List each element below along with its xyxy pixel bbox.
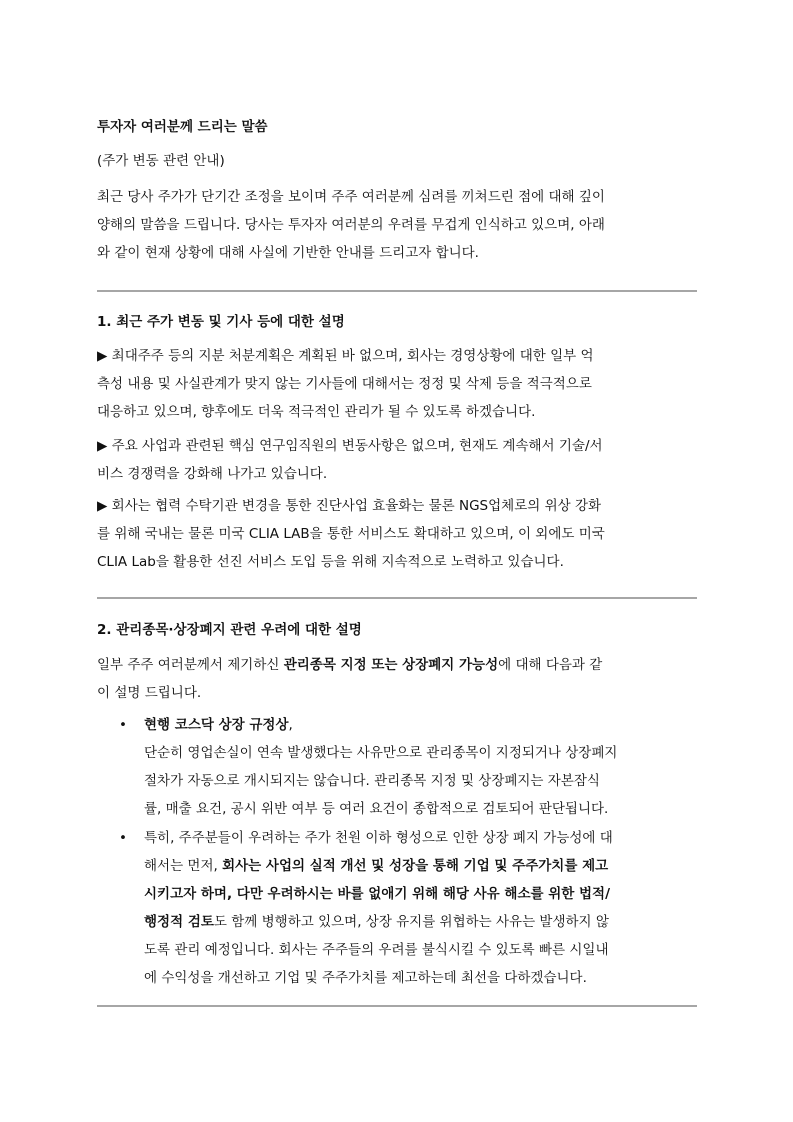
text-run: 에 대해 다음과 같: [498, 657, 603, 673]
intro-paragraph: [97, 183, 697, 267]
text-run: 일부 주주 여러분께서 제기하신: [97, 657, 284, 673]
intro-line: 양해의 말씀을 드립니다. 당사는 투자자 여러분의 우려를 무겁게 인식하고 있으며, 아래: [97, 217, 605, 233]
emphasis-text: 관리종목 지정 또는 상장폐지 가능성: [283, 657, 499, 673]
divider: [97, 1005, 697, 1007]
paragraph-line: 비스 경쟁력을 강화해 나가고 있습니다.: [97, 466, 328, 482]
section1-heading: 1. 최근 주가 변동 및 기사 등에 대한 설명: [97, 314, 345, 330]
emphasis-text: 행정적 검토: [144, 914, 214, 930]
paragraph-line: [144, 852, 697, 880]
paragraph-line: ▶ 회사는 협력 수탁기관 변경을 통한 진단사업 효율화는 물론 NGS업체로의 위상 강화: [97, 498, 602, 514]
divider: [97, 290, 697, 292]
section2-heading: 2. 관리종목·상장폐지 관련 우려에 대한 설명: [97, 622, 362, 638]
bullet-item: [144, 711, 697, 823]
emphasis-text: 회사는 사업의 실적 개선 및 성장을 통해 기업 및 주주가치를 제고: [222, 858, 609, 874]
paragraph-line: 절차가 자동으로 개시되지는 않습니다. 관리종목 지정 및 상장폐지는 자본잠식: [144, 773, 600, 789]
text-run: ,: [288, 717, 293, 733]
document-subtitle: (주가 변동 관련 안내): [97, 153, 225, 169]
section1-para-1: [97, 342, 697, 426]
text-run: 도 함께 병행하고 있으며, 상장 유지를 위협하는 사유는 발생하지 않: [213, 914, 609, 930]
paragraph-line: 이 설명 드립니다.: [97, 685, 202, 701]
paragraph-line: [144, 711, 697, 739]
bullet-dot: •: [119, 717, 127, 733]
paragraph-line: 를 위해 국내는 물론 미국 CLIA LAB을 통한 서비스도 확대하고 있으며, 이 외에도 미국: [97, 526, 605, 542]
section1-para-2: [97, 432, 697, 488]
intro-line: 최근 당사 주가가 단기간 조정을 보이며 주주 여러분께 심려를 끼쳐드린 점에 대해 깊이: [97, 189, 605, 205]
text-run: 해서는 먼저,: [144, 858, 223, 874]
paragraph-line: ▶ 최대주주 등의 지분 처분계획은 계획된 바 없으며, 회사는 경영상황에 대한 일부 억: [97, 348, 594, 364]
paragraph-line: CLIA Lab을 활용한 선진 서비스 도입 등을 위해 지속적으로 노력하고 있습니다.: [97, 554, 564, 570]
bullet-item: [144, 824, 697, 992]
divider: [97, 597, 697, 599]
paragraph-line: [144, 880, 697, 908]
paragraph-line: [97, 651, 697, 679]
paragraph-line: [144, 908, 697, 936]
paragraph-line: 단순히 영업손실이 연속 발생했다는 사유만으로 관리종목이 지정되거나 상장폐지: [144, 745, 618, 761]
intro-line: 와 같이 현재 상황에 대해 사실에 기반한 안내를 드리고자 합니다.: [97, 245, 479, 261]
paragraph-line: ▶ 주요 사업과 관련된 핵심 연구임직원의 변동사항은 없으며, 현재도 계속해서 기술/서: [97, 438, 603, 454]
emphasis-text: 시키고자 하며, 다만 우려하시는 바를 없애기 위해 해당 사유 해소를 위한 법적/: [144, 886, 611, 902]
section2-intro: [97, 651, 697, 707]
paragraph-line: 측성 내용 및 사실관계가 맞지 않는 기사들에 대해서는 정정 및 삭제 등을 적극적으로: [97, 376, 592, 392]
paragraph-line: 도록 관리 예정입니다. 회사는 주주들의 우려를 불식시킬 수 있도록 빠른 시일내: [144, 942, 609, 958]
emphasis-text: 현행 코스닥 상장 규정상: [144, 717, 289, 733]
paragraph-line: 대응하고 있으며, 향후에도 더욱 적극적인 관리가 될 수 있도록 하겠습니다.: [97, 404, 536, 420]
paragraph-line: 특히, 주주분들이 우려하는 주가 천원 이하 형성으로 인한 상장 폐지 가능성에 대: [144, 830, 613, 846]
paragraph-line: 에 수익성을 개선하고 기업 및 주주가치를 제고하는데 최선을 다하겠습니다.: [144, 970, 587, 986]
bullet-dot: •: [119, 830, 127, 846]
document-title: 투자자 여러분께 드리는 말씀: [97, 119, 268, 135]
paragraph-line: 률, 매출 요건, 공시 위반 여부 등 여러 요건이 종합적으로 검토되어 판단됩니다.: [144, 801, 609, 817]
section1-para-3: [97, 492, 697, 576]
